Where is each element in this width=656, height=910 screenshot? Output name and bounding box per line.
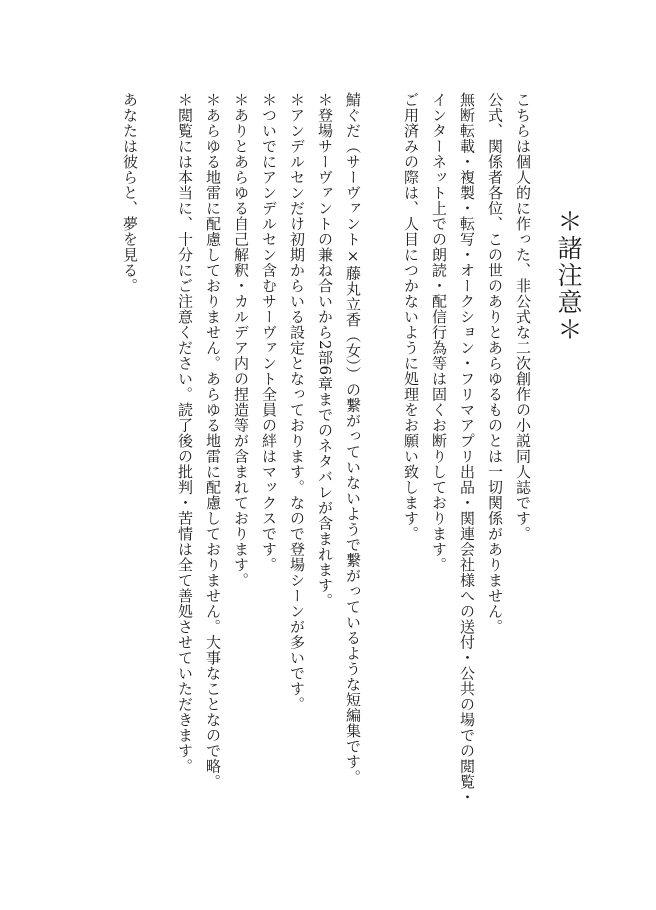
notice-item: ＊あらゆる地雷に配慮しておりません。あらゆる地雷に配慮しておりません。大事なことなので略。 (204, 92, 222, 790)
notice-item: ＊登場サーヴァントの兼ね合いから2部6章までのネタバレが含まれます。 (316, 92, 334, 609)
text-line: 公式、関係者各位、この世のありとあらゆるものとは一切関係がありません。 (486, 92, 504, 635)
notice-item: ＊ありとあらゆる自己解釈・カルデア内の捏造等が含まれております。 (232, 92, 250, 588)
text-line: こちらは個人的に作った、非公式な二次創作の小説同人誌です。 (514, 92, 532, 542)
page-title: ＊諸注意＊ (554, 208, 583, 343)
notice-item: ＊アンデルセンだけ初期からいる設定となっております。なので登場シーンが多いです。 (288, 92, 306, 712)
text-line: インターネット上での朗読・配信行為等は固くお断りしております。 (430, 92, 448, 573)
text-line: 鯖ぐだ（サーヴァント×藤丸立香（女））の繋がっていないようで繋がっているような短編集です。 (344, 92, 362, 785)
notice-item: ＊閲覧には本当に、十分にご注意ください。読了後の批判・苦情は全て善処させていただきます。 (176, 92, 194, 774)
closing-line: あなたは彼らと、夢を見る。 (121, 92, 139, 294)
text-line: ご用済みの際は、人目につかないように処理をお願い致します。 (402, 92, 420, 542)
text-line: 無断転載・複製・転写・オークション・フリマアプリ出品・関連会社様への送付・公共の場での閲覧・ (458, 92, 476, 805)
notice-item: ＊ついでにアンデルセン含むサーヴァント全員の絆はマックスです。 (260, 92, 278, 573)
